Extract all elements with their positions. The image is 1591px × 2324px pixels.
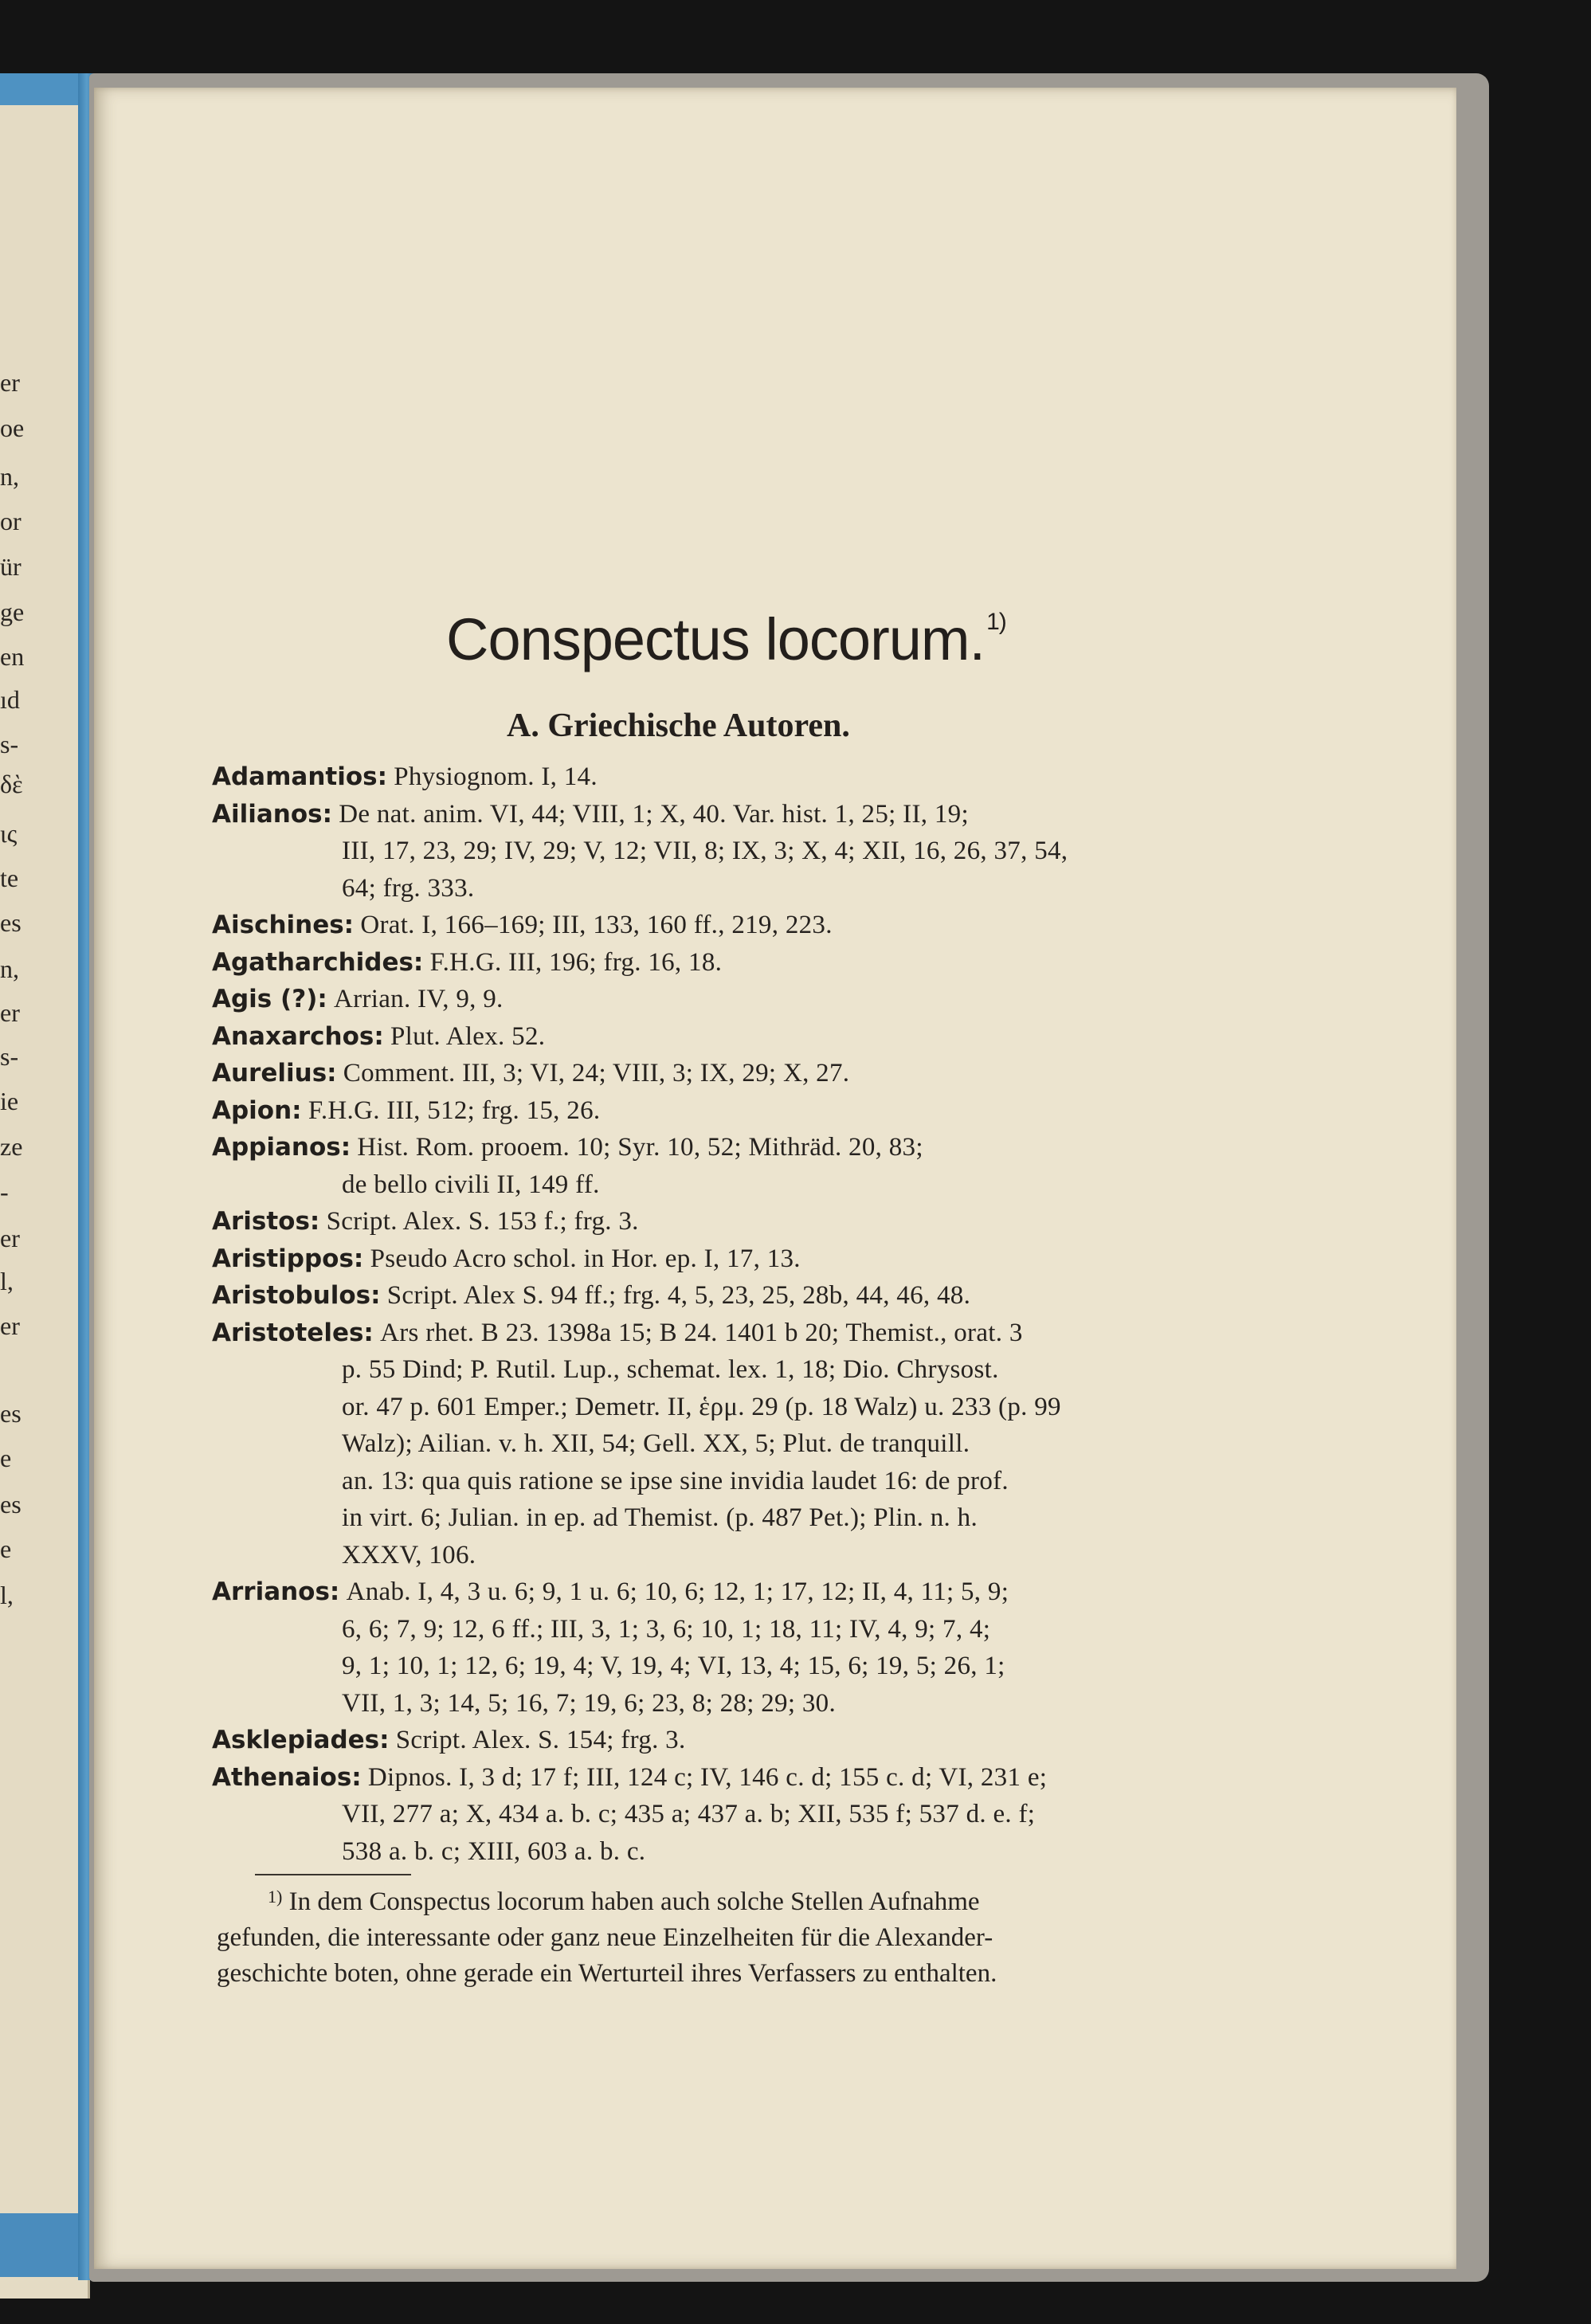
margin-letter: e (0, 1444, 12, 1472)
entry-citation-line: Plut. Alex. 52. (390, 1021, 546, 1051)
footnote-divider (255, 1874, 411, 1875)
margin-letter: es (0, 1490, 22, 1519)
margin-letter: en (0, 642, 25, 671)
entry-citation-line: Anab. I, 4, 3 u. 6; 9, 1 u. 6; 10, 6; 12, 1; 17, 12; II, 4, 11; 5, 9; (346, 1577, 1009, 1606)
margin-letter: ıd (0, 685, 20, 714)
entry-citation-line: Dipnos. I, 3 d; 17 f; III, 124 c; IV, 146 c. d; 155 c. d; VI, 231 e; (367, 1762, 1048, 1792)
margin-letter: er (0, 1311, 20, 1340)
margin-letter: s- (0, 730, 19, 758)
entry-author: Arrianos: (212, 1577, 340, 1606)
margin-letter: te (0, 864, 19, 892)
entry-author: Agatharchides: (212, 947, 424, 977)
margin-letter: oe (0, 413, 25, 442)
entry-citation-line: VII, 1, 3; 14, 5; 16, 7; 19, 6; 23, 8; 28; 29; 30. (342, 1688, 836, 1718)
margin-letter: es (0, 1399, 22, 1428)
margin-letter: es (0, 908, 22, 937)
entry-citation-line: Hist. Rom. prooem. 10; Syr. 10, 52; Mithräd. 20, 83; (357, 1133, 923, 1162)
entry-author: Athenaios: (212, 1762, 362, 1792)
margin-letter: ις (0, 819, 18, 848)
entry-citation-line: de bello civili II, 149 ff. (342, 1170, 600, 1199)
index-entry (212, 1240, 1248, 1278)
margin-letter: er (0, 368, 20, 397)
entry-citation-line: Arrian. IV, 9, 9. (334, 985, 504, 1013)
margin-letter: l, (0, 1581, 14, 1609)
index-entry (212, 1722, 1248, 1759)
index-entry (212, 1277, 1248, 1315)
entry-citation-line: XXXV, 106. (342, 1540, 476, 1570)
entry-author: Anaxarchos: (212, 1021, 384, 1051)
margin-letter: ie (0, 1087, 19, 1115)
index-entry (212, 1092, 1248, 1130)
entry-author: Aischines: (212, 911, 355, 939)
entry-citation-line: F.H.G. III, 196; frg. 16, 18. (429, 947, 723, 977)
entry-author: Appianos: (212, 1133, 351, 1162)
entry-citation-line: III, 17, 23, 29; IV, 29; V, 12; VII, 8; IX, 3; X, 4; XII, 16, 26, 37, 54, (342, 837, 1068, 865)
entry-author: Apion: (212, 1095, 302, 1125)
entry-citation-line: Pseudo Acro schol. in Hor. ep. I, 17, 13. (370, 1244, 801, 1273)
footnote-mark: 1) (268, 1887, 283, 1907)
index-entry (212, 796, 1248, 907)
index-entry (212, 981, 1248, 1018)
entry-author: Adamantios: (212, 762, 387, 791)
index-entry (212, 944, 1248, 982)
margin-letter: - (0, 1178, 9, 1206)
margin-letter: l, (0, 1267, 14, 1295)
entry-citation-line: 538 a. b. c; XIII, 603 a. b. c. (342, 1836, 646, 1866)
margin-letter: ze (0, 1132, 23, 1161)
entry-citation-line: in virt. 6; Julian. in ep. ad Themist. (p. 487 Pet.); Plin. n. h. (342, 1503, 978, 1532)
index-entry (212, 907, 1248, 944)
footnote-text: In dem Conspectus locorum haben auch solche Stellen Aufnahme (288, 1887, 980, 1916)
entry-author: Aristippos: (212, 1244, 364, 1273)
entry-author: Asklepiades: (212, 1726, 390, 1754)
entry-citation-line: an. 13: qua quis ratione se ipse sine invidia laudet 16: de prof. (342, 1466, 1009, 1495)
entry-citation-line: Script. Alex. S. 154; frg. 3. (395, 1726, 686, 1754)
page-title (446, 605, 1006, 673)
footnote-line: gefunden, die interessante oder ganz neue Einzelheiten für die Alexander- (217, 1923, 993, 1952)
entry-citation-line: 9, 1; 10, 1; 12, 6; 19, 4; V, 19, 4; VI, 13, 4; 15, 6; 19, 5; 26, 1; (342, 1652, 1005, 1680)
entry-citation-line: F.H.G. III, 512; frg. 15, 26. (308, 1095, 601, 1125)
entry-author: Aristos: (212, 1207, 320, 1236)
entry-citation-line: VII, 277 a; X, 434 a. b. c; 435 a; 437 a. b; XII, 535 f; 537 d. e. f; (342, 1800, 1036, 1828)
index-entry (212, 1055, 1248, 1092)
entry-author: Aristoteles: (212, 1318, 374, 1347)
entry-citation-line: Script. Alex. S. 153 f.; frg. 3. (326, 1207, 639, 1236)
entry-citation-line: Orat. I, 166–169; III, 133, 160 ff., 219, 223. (360, 911, 833, 939)
margin-letter: e (0, 1534, 12, 1563)
entry-citation-line: Walz); Ailian. v. h. XII, 54; Gell. XX, 5; Plut. de tranquill. (342, 1429, 970, 1458)
index-entry (212, 1129, 1248, 1203)
left-page-edge (0, 76, 90, 2299)
entry-author: Ailianos: (212, 799, 333, 829)
entry-citation-line: or. 47 p. 601 Emper.; Demetr. II, ἑρμ. 29 (p. 18 Walz) u. 233 (p. 99 (342, 1392, 1061, 1421)
index-entries (212, 758, 1248, 1870)
margin-letter: n, (0, 954, 19, 983)
entry-citation-line: Comment. III, 3; VI, 24; VIII, 3; IX, 29; X, 27. (343, 1059, 850, 1088)
index-entry (212, 1315, 1248, 1574)
entry-citation-line: 6, 6; 7, 9; 12, 6 ff.; III, 3, 1; 3, 6; 10, 1; 18, 11; IV, 4, 9; 7, 4; (342, 1614, 991, 1644)
entry-author: Aurelius: (212, 1059, 337, 1088)
index-entry (212, 1574, 1248, 1722)
margin-letter: ge (0, 598, 25, 626)
section-heading: A. Griechische Autoren. (507, 707, 850, 744)
index-entry (212, 1759, 1248, 1871)
margin-letter: or (0, 507, 22, 535)
margin-letter: ür (0, 552, 22, 581)
entry-citation-line: Physiognom. I, 14. (394, 762, 598, 791)
footnote-line (217, 1879, 1240, 1920)
index-entry (212, 1203, 1248, 1240)
footnote (217, 1879, 1240, 1992)
margin-letter: s- (0, 1042, 19, 1071)
entry-citation-line: 64; frg. 333. (342, 873, 475, 903)
margin-letter: δὲ (0, 770, 23, 798)
title-footnote-mark: 1) (986, 609, 1006, 635)
margin-letter: er (0, 998, 20, 1027)
page-title-text: Conspectus locorum. (446, 606, 986, 672)
entry-citation-line: p. 55 Dind; P. Rutil. Lup., schemat. lex. 1, 18; Dio. Chrysost. (342, 1355, 999, 1384)
margin-letter: n, (0, 462, 19, 491)
entry-citation-line: De nat. anim. VI, 44; VIII, 1; X, 40. Var. hist. 1, 25; II, 19; (339, 799, 969, 829)
entry-citation-line: Ars rhet. B 23. 1398a 15; B 24. 1401 b 20; Themist., orat. 3 (380, 1318, 1023, 1347)
entry-author: Aristobulos: (212, 1281, 381, 1310)
footnote-line: geschichte boten, ohne gerade ein Werturteil ihres Verfassers zu enthalten. (217, 1959, 997, 1988)
index-entry (212, 758, 1248, 796)
index-entry (212, 1018, 1248, 1056)
margin-letter: er (0, 1224, 20, 1252)
entry-citation-line: Script. Alex S. 94 ff.; frg. 4, 5, 23, 25, 28b, 44, 46, 48. (386, 1281, 971, 1310)
entry-author: Agis (?): (212, 985, 327, 1013)
